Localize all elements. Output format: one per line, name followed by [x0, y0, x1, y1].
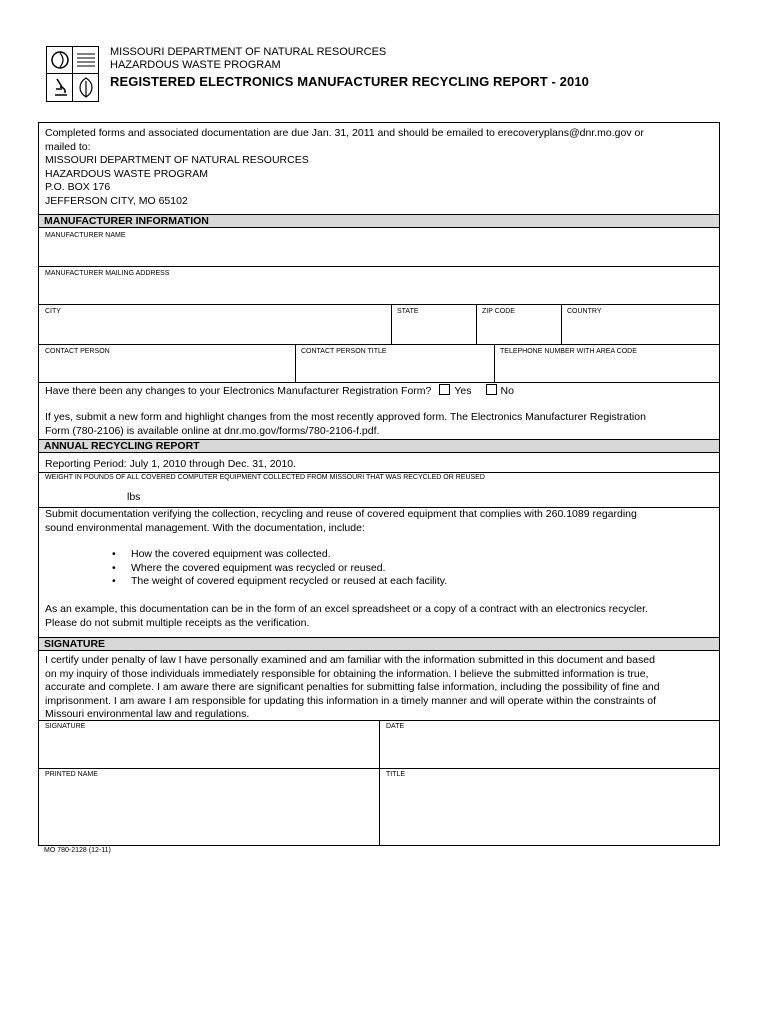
yes-checkbox[interactable]	[439, 384, 450, 395]
submit-line: Submit documentation verifying the collection, recycling and reuse of covered equipment that complies with 260.1089 regarding	[45, 508, 637, 520]
date-field[interactable]	[380, 721, 719, 768]
contact-title-label: CONTACT PERSON TITLE	[301, 348, 387, 355]
list-item: • Where the covered equipment was recycled or reused.	[109, 562, 709, 576]
microscope-icon	[48, 75, 72, 100]
mailing-address-label: MANUFACTURER MAILING ADDRESS	[45, 270, 170, 277]
zip-code-field[interactable]	[477, 305, 561, 344]
address-line: JEFFERSON CITY, MO 65102	[45, 194, 188, 207]
example-line: As an example, this documentation can be in the form of an excel spreadsheet or a copy of a contract with an electronics recycler.	[45, 603, 648, 615]
certification-line: accurate and complete. I am aware there are significant penalties for submitting false information, including the possibility of fine and	[45, 681, 660, 693]
signature-label: SIGNATURE	[45, 723, 86, 730]
no-label: No	[500, 385, 514, 397]
telephone-field[interactable]	[495, 345, 719, 382]
leaf-icon	[74, 75, 98, 100]
no-checkbox[interactable]	[486, 384, 497, 395]
weight-label: WEIGHT IN POUNDS OF ALL COVERED COMPUTER EQUIPMENT COLLECTED FROM MISSOURI THAT WAS RECYCLED OR REUSED	[45, 474, 485, 481]
intro-line: mailed to:	[45, 140, 91, 153]
list-item: • The weight of covered equipment recycled or reused at each facility.	[109, 575, 709, 589]
printed-name-field[interactable]	[39, 769, 379, 845]
certification-line: Missouri environmental law and regulations.	[45, 708, 250, 720]
dnr-logo	[46, 46, 99, 102]
example-text	[45, 603, 715, 630]
certification-statement	[45, 654, 715, 722]
intro-block	[45, 127, 715, 208]
reporting-period: Reporting Period: July 1, 2010 through Dec. 31, 2010.	[45, 458, 296, 470]
program-name: HAZARDOUS WASTE PROGRAM	[110, 59, 281, 71]
state-field[interactable]	[392, 305, 476, 344]
changes-question: Have there been any changes to your Electronics Manufacturer Registration Form?	[45, 385, 432, 397]
date-label: DATE	[386, 723, 405, 730]
manufacturer-name-field[interactable]	[39, 228, 719, 266]
if-yes-line: Form (780-2106) is available online at dnr.mo.gov/forms/780-2106-f.pdf.	[45, 424, 380, 437]
water-drop-icon	[48, 48, 72, 73]
contact-person-field[interactable]	[39, 345, 295, 382]
intro-line: Completed forms and associated documentation are due Jan. 31, 2011 and should be emailed to erecoveryplans@dnr.mo.gov or	[45, 127, 644, 139]
contact-person-label: CONTACT PERSON	[45, 348, 110, 355]
certification-line: on my inquiry of those individuals immediately responsible for obtaining the information. I believe the submitted information is true,	[45, 667, 649, 680]
signature-field[interactable]	[39, 721, 379, 768]
certification-line: I certify under penalty of law I have personally examined and am familiar with the information submitted in this document and based	[45, 654, 655, 666]
city-field[interactable]	[39, 305, 391, 344]
section-annual-recycling-report: ANNUAL RECYCLING REPORT	[39, 439, 719, 453]
form-number: MO 780-2128 (12-11)	[44, 847, 111, 854]
country-field[interactable]	[562, 305, 719, 344]
example-line: Please do not submit multiple receipts as the verification.	[45, 616, 310, 629]
submit-line: sound environmental management. With the documentation, include:	[45, 521, 365, 534]
if-yes-instructions	[45, 411, 715, 438]
certification-line: imprisonment. I am aware I am responsible for updating this information in a timely manner and will operate within the constraints of	[45, 694, 657, 707]
section-signature: SIGNATURE	[39, 637, 719, 651]
changes-question-row	[45, 384, 715, 399]
agency-name: MISSOURI DEPARTMENT OF NATURAL RESOURCES	[110, 46, 387, 58]
contact-title-field[interactable]	[296, 345, 494, 382]
waves-icon	[74, 48, 98, 73]
yes-label: Yes	[454, 385, 472, 397]
title-label: TITLE	[386, 771, 406, 778]
weight-field[interactable]	[39, 473, 719, 507]
printed-name-label: PRINTED NAME	[45, 771, 98, 778]
state-label: STATE	[397, 308, 419, 315]
title-field[interactable]	[380, 769, 719, 845]
recycling-report-form	[38, 122, 720, 846]
zip-code-label: ZIP CODE	[482, 308, 515, 315]
address-line: MISSOURI DEPARTMENT OF NATURAL RESOURCES	[45, 154, 309, 166]
city-label: CITY	[45, 308, 61, 315]
list-item: • How the covered equipment was collected.	[109, 548, 709, 562]
mailing-address-field[interactable]	[39, 267, 719, 304]
submit-documentation-text	[45, 508, 715, 535]
section-manufacturer-information: MANUFACTURER INFORMATION	[39, 214, 719, 228]
header-agency-block	[110, 46, 386, 72]
page-title: REGISTERED ELECTRONICS MANUFACTURER RECYCLING REPORT - 2010	[110, 74, 590, 89]
address-line: HAZARDOUS WASTE PROGRAM	[45, 167, 208, 180]
country-label: COUNTRY	[567, 308, 602, 315]
weight-unit: lbs	[127, 491, 141, 503]
address-line: P.O. BOX 176	[45, 181, 111, 193]
telephone-label: TELEPHONE NUMBER WITH AREA CODE	[500, 348, 637, 355]
documentation-bullet-list	[109, 548, 709, 589]
if-yes-line: If yes, submit a new form and highlight changes from the most recently approved form. The Electronics Manufacturer Registration	[45, 411, 646, 423]
manufacturer-name-label: MANUFACTURER NAME	[45, 232, 126, 239]
